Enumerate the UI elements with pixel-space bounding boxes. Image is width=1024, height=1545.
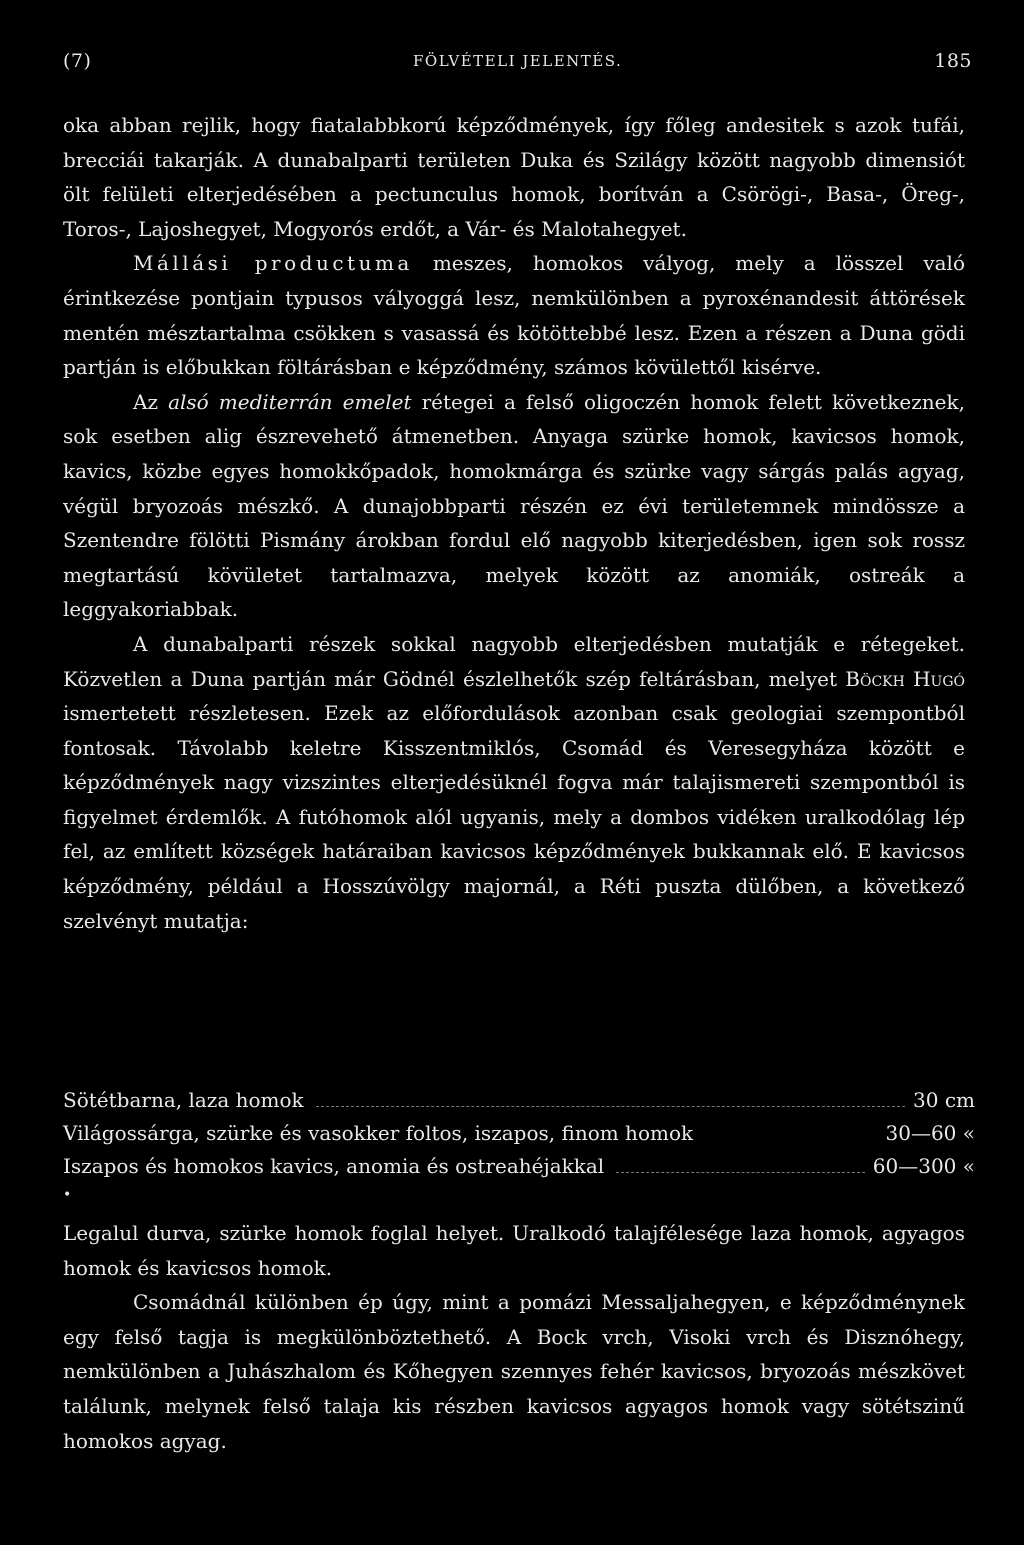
chapter-number: (7) <box>63 50 92 72</box>
paragraph: oka abban rejlik, hogy fiatalabbkorú képződmények, így főleg andesitek s azok tufái, brecciái takarják. A dunabalparti területen Duka és Szilágy között nagyobb dimensiót ölt felületi elterjedésében a pectunculus homok, borítván a Csörögi-, Basa-, Öreg-, Toros-, Lajoshegyet, Mogyorós erdőt, a Vár- és Malotahegyet. <box>63 113 965 241</box>
paragraph-text: rétegei a felső oligoczén homok felett következnek, sok esetben alig észrevehető átmenetben. Anyaga szürke homok, kavicsos homok, kavics, közbe egyes homokkőpadok, homokmárga és szürke vagy sárgás palás agyag, végül bryozoás mészkő. A dunajobbparti részén ez évi területemnek mindössze a Szentendre fölötti Pismány árokban fordul elő nagyobb kiterjedésben, igen sok rossz megtartású kövületet tartalmazva, melyek között az anomiák, ostreák a leggyakoriabbak. <box>63 389 965 622</box>
profile-row <box>63 1084 975 1117</box>
author-name: Böckh Hugó <box>845 666 965 691</box>
profile-depth: 30 cm <box>913 1088 975 1112</box>
leader-dots <box>316 1106 905 1107</box>
paragraph-text: Az <box>133 389 169 414</box>
emphasis-italic: alsó mediterrán emelet <box>168 389 412 414</box>
profile-row <box>63 1117 975 1150</box>
page-number: 185 <box>934 50 972 72</box>
soil-profile-list <box>63 1084 975 1183</box>
paragraph-text: meszes, homokos vályog, mely a lösszel való érintkezése pontjain typusos vályoggá lesz, nemkülönben a pyroxénandesit áttörések mentén mésztartalma csökken s vasassá és kötöttebbé lesz. Ezen a részen a Duna gödi partján is előbukkan föltárásban e képződmény, számos kövülettől kisérve. <box>63 251 965 380</box>
emphasis-spaced: Mállási productuma <box>133 251 413 276</box>
profile-depth: 60—300 « <box>872 1154 975 1178</box>
paragraph: Csomádnál különben ép úgy, mint a pomázi Messaljahegyen, e képződménynek egy felső tagja is megkülönböztethető. A Bock vrch, Visoki vrch és Disznóhegy, nemkülönben a Juhászhalom és Kőhegyen szennyes fehér kavicsos, bryozoás mészkövet találunk, melynek felső talaja kis részben kavicsos agyagos homok vagy sötétszinű homokos agyag. <box>63 1290 965 1453</box>
bullet-mark: • <box>63 1187 72 1203</box>
paragraph: Legalul durva, szürke homok foglal helyet. Uralkodó talajfélesége laza homok, agyagos homok és kavicsos homok. <box>63 1221 965 1280</box>
paragraph <box>63 246 965 384</box>
paragraph <box>63 385 965 627</box>
leader-dots <box>616 1172 865 1173</box>
profile-depth: 30—60 « <box>885 1121 975 1145</box>
profile-row <box>63 1150 975 1183</box>
paragraph <box>63 627 965 938</box>
profile-layer: Iszapos és homokos kavics, anomia és ostreahéjakkal <box>63 1154 605 1178</box>
paragraph-text: A dunabalparti részek sokkal nagyobb elterjedésben mutatják e rétegeket. Közvetlen a Duna partján már Gödnél észlelhetők szép feltárásban, melyet <box>63 631 965 691</box>
profile-layer: Világossárga, szürke és vasokker foltos, iszapos, finom homok <box>63 1121 694 1145</box>
profile-layer: Sötétbarna, laza homok <box>63 1088 304 1112</box>
paragraph-text: ismertetett részletesen. Ezek az előfordulások azonban csak geologiai szempontból fontosak. Távolabb keletre Kisszentmiklós, Csomád és Veresegyháza között e képződmények nagy vizszintes elterjedésüknél fogva már talajismereti szempontból is figyelmet érdemlők. A futóhomok alól ugyanis, mely a dombos vidéken uralkodólag lép fel, az említett községek határaiban kavicsos képződmények bukkannak elő. E kavicsos képződmény, például a Hosszúvölgy majornál, a Réti puszta dülőben, a következő szelvényt mutatja: <box>63 701 965 933</box>
running-header <box>63 50 972 80</box>
closing-text <box>63 1216 965 1458</box>
main-text <box>63 108 965 938</box>
running-title: FÖLVÉTELI JELENTÉS. <box>413 52 623 70</box>
